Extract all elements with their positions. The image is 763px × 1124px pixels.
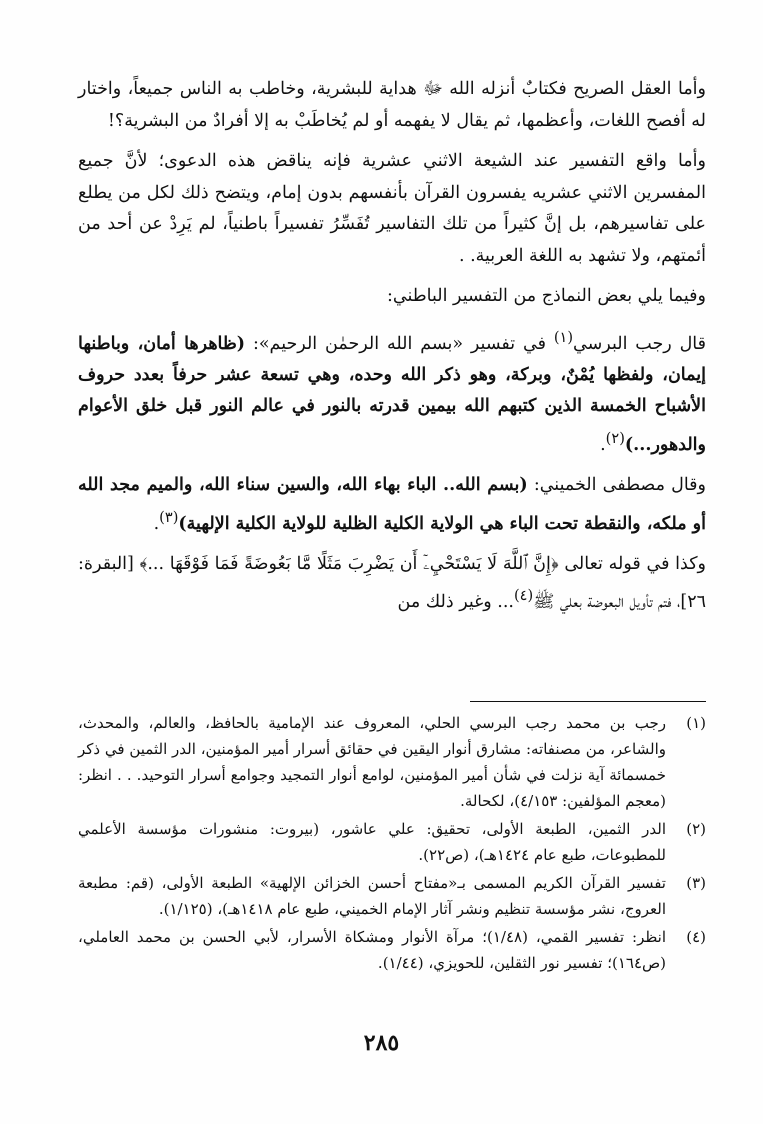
footnote-number: (٤) xyxy=(686,928,706,946)
borsi-lead: قال رجب البرسي xyxy=(573,333,707,354)
footnotes xyxy=(78,710,706,976)
verse-lead: وكذا في قوله تعالى xyxy=(558,553,706,574)
footnote-text: رجب بن محمد رجب البرسي الحلي، المعروف عند الإمامية بالحافظ، والعالم، والمحدث، والشاعر، من مصنفاته: مشارق أنوار اليقين في حقائق أسرار أمير المؤمنين، الدر الثمين في ذكر خمسمائة آية نزلت في شأن أمير المؤمنين، لوامع أنوار التمجيد وجوامع أسرار التوحيد. . . انظر: (معجم المؤلفين: ٤/١٥٣)، لكحالة. xyxy=(78,714,666,810)
paragraph-examples-intro: وفيما يلي بعض النماذج من التفسير الباطني: xyxy=(386,286,706,306)
footnote-ref-2: (٢) xyxy=(605,429,625,447)
footnote-number: (٢) xyxy=(686,820,706,838)
footnote-item xyxy=(78,710,706,814)
footnote-item xyxy=(78,924,706,976)
footnote-text: الدر الثمين، الطبعة الأولى، تحقيق: علي عاشور، (بيروت: منشورات مؤسسة الأعلمي للمطبوعات، طبع عام ١٤٢٤هـ)، (ص٢٢). xyxy=(78,820,666,864)
quran-verse: ﴿إِنَّ ٱللَّهَ لَا يَسْتَحْيِۦٓ أَن يَضْرِبَ مَثَلًا مَّا بَعُوضَةً فَمَا فَوْقَهَا ...﴾ xyxy=(139,553,559,574)
verse-mid: [البقرة: ٢٦]، فتم تأويل البعوضة بعلي ﷺ xyxy=(78,553,706,613)
footnote-text: انظر: تفسير القمي، (١/٤٨)؛ مرآة الأنوار ومشكاة الأسرار، لأبي الحسن بن محمد العاملي، (ص١٦٤)؛ تفسير نور الثقلين، للحويزي، (١/٤٤). xyxy=(78,928,666,972)
paragraph-khomeini xyxy=(78,470,706,540)
main-text xyxy=(78,74,706,619)
paragraph-borsi xyxy=(78,322,706,462)
footnote-ref-4: (٤) xyxy=(513,587,534,605)
khomeini-lead: وقال مصطفى الخميني: xyxy=(527,475,706,496)
verse-end: ... وغير ذلك من xyxy=(397,592,514,613)
footnote-number: (١) xyxy=(686,714,706,732)
borsi-quote: (ظاهرها أمان، وباطنها إيمان، ولفظها يُمْنٌ، وبركة، وهو ذكر الله وحده، وهي تسعة عشر حرفاً بعدد حروف الأشباح الخمسة الذين كتبهم الله بيمين قدرته بالنور في عالم النور قبل خلق الأعوام والدهور...) xyxy=(78,333,706,455)
footnote-item xyxy=(78,870,706,922)
borsi-end: . xyxy=(600,434,606,455)
paragraph-verse xyxy=(78,549,706,619)
footnote-number: (٣) xyxy=(686,874,706,892)
paragraph-shia-tafsir: وأما واقع التفسير عند الشيعة الاثني عشرية فإنه يناقض هذه الدعوى؛ لأنَّ جميع المفسرين الاثني عشريه يفسرون القرآن بأنفسهم بدون إمام، ويتضح ذلك لكل من يطلع على تفاسيرهم، بل إنَّ كثيراً من تلك التفاسير تُفَسِّرُ تفسيراً باطنياً، لم يَرِدْ عن أحد من أئمتهم، ولا تشهد به اللغة العربية. . xyxy=(78,151,706,266)
borsi-mid: في تفسير «بسم الله الرحمٰن الرحيم»: xyxy=(245,333,554,354)
khomeini-quote: (بسم الله.. الباء بهاء الله، والسين سناء الله، والميم مجد الله أو ملكه، والنقطة تحت الباء هي الولاية الكلية الظلية للولاية الكلية الإلهية) xyxy=(78,475,706,534)
page-number: ٢٨٥ xyxy=(363,1030,400,1056)
footnote-ref-1: (١) xyxy=(553,328,574,346)
footnote-item xyxy=(78,816,706,868)
footnote-text: تفسير القرآن الكريم المسمى بـ«مفتاح أحسن الخزائن الإلهية» الطبعة الأولى، (قم: مطبعة العروج، نشر مؤسسة تنظيم ونشر آثار الإمام الخميني، طبع عام ١٤١٨هـ)، (١/١٢٥). xyxy=(78,874,666,918)
footnote-ref-3: (٣) xyxy=(159,508,179,526)
footnote-separator xyxy=(470,701,706,702)
khomeini-end: . xyxy=(153,513,160,534)
paragraph-revelation: وأما العقل الصريح فكتابٌ أنزله الله ﷻ هداية للبشرية، وخاطب به الناس جميعاً، واختار له أفصح اللغات، وأعظمها، ثم يقال لا يفهمه أو لم يُخاطَبْ به إلا أفرادٌ من البشرية؟! xyxy=(78,79,706,131)
